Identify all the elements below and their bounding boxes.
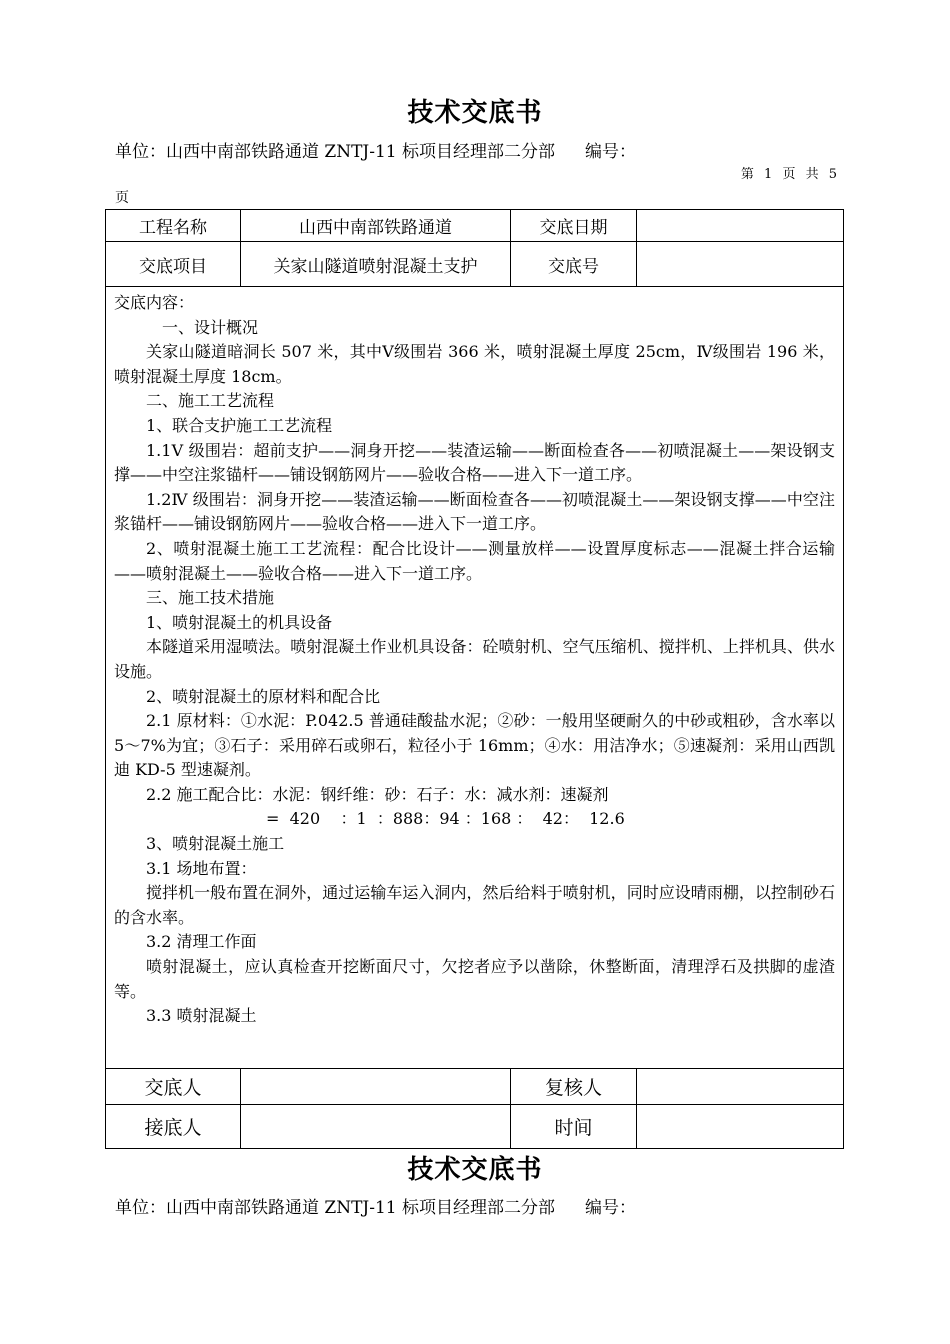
content-paragraph: 2.1 原材料：①水泥：P.042.5 普通硅酸盐水泥；②砂：一般用坚硬耐久的中砂或粗砂，含水率以 5～7%为宜；③石子：采用碎石或卵石，粒径小于 16mm；④水：用洁净水；⑤速凝剂：采用山西凯迪 KD-5 型速凝剂。 <box>114 711 835 780</box>
table-row <box>106 1105 844 1149</box>
unit-text: 单位：山西中南部铁路通道 ZNTJ-11 标项目经理部二分部 <box>115 1198 556 1218</box>
page-info: 第 1 页 共 5 <box>740 167 840 182</box>
number-label: 交底号 <box>511 242 637 287</box>
document-title-2: 技术交底书 <box>407 1155 543 1185</box>
date-value <box>637 210 844 242</box>
content-paragraph: 1.2Ⅳ 级围岩：洞身开挖——装渣运输——断面检查各——初喷混凝土——架设钢支撑——中空注浆锚杆——铺设钢筋网片——验收合格——进入下一道工序。 <box>114 489 835 534</box>
table-row <box>106 210 844 242</box>
table-row <box>106 242 844 287</box>
content-label: 交底内容： <box>114 293 195 312</box>
content-paragraph: 1、联合支护施工工艺流程 <box>146 415 333 435</box>
content-paragraph: 1.1Ⅴ 级围岩：超前支护——洞身开挖——装渣运输——断面检查各——初喷混凝土——架设钢支撑——中空注浆锚杆——铺设钢筋网片——验收合格——进入下一道工序。 <box>114 440 835 485</box>
content-paragraph: 3.2 清理工作面 <box>146 932 257 952</box>
content-paragraph: 1、喷射混凝土的机具设备 <box>146 612 333 632</box>
content-paragraph: 三、施工技术措施 <box>146 588 275 608</box>
table-row <box>106 1069 844 1105</box>
content-paragraph: 2、喷射混凝土的原材料和配合比 <box>146 686 381 706</box>
content-paragraph: 二、施工工艺流程 <box>146 391 275 411</box>
reviewer-value <box>637 1069 844 1105</box>
content-paragraph: 本隧道采用湿喷法。喷射混凝土作业机具设备：砼喷射机、空气压缩机、搅拌机、上拌机具、供水设施。 <box>114 637 835 681</box>
mix-ratio-values: = 420 ：1 ：888：94 ：168 ： 42： 12.6 <box>266 809 625 829</box>
project-name-label: 工程名称 <box>106 210 241 242</box>
unit-line <box>115 137 636 162</box>
content-paragraph: 关家山隧道暗洞长 507 米，其中Ⅴ级围岩 366 米，喷射混凝土厚度 25cm，Ⅳ级围岩 196 米，喷射混凝土厚度 18cm。 <box>114 342 835 386</box>
submitter-value <box>241 1069 511 1105</box>
content-row <box>106 287 844 1069</box>
content-paragraph: 2、喷射混凝土施工工艺流程：配合比设计——测量放样——设置厚度标志——混凝土拌合运输——喷射混凝土——验收合格——进入下一道工序。 <box>114 538 835 583</box>
content-paragraph: 3、喷射混凝土施工 <box>146 834 285 854</box>
content-paragraph: 2.2 施工配合比：水泥：钢纤维：砂：石子：水：减水剂：速凝剂 <box>146 784 609 804</box>
reviewer-label: 复核人 <box>511 1069 637 1105</box>
content-paragraph: 3.3 喷射混凝土 <box>146 1006 257 1026</box>
unit-line-2 <box>115 1193 636 1218</box>
code-label: 编号： <box>585 1198 637 1218</box>
submitter-label: 交底人 <box>106 1069 241 1105</box>
page-word: 页 <box>115 190 129 206</box>
time-value <box>637 1105 844 1149</box>
content-paragraph: 3.1 场地布置： <box>146 858 257 878</box>
number-value <box>637 242 844 287</box>
time-label: 时间 <box>511 1105 637 1149</box>
content-paragraph: 一、设计概况 <box>162 317 259 337</box>
document-title: 技术交底书 <box>407 98 543 128</box>
unit-text: 单位：山西中南部铁路通道 ZNTJ-11 标项目经理部二分部 <box>115 142 556 162</box>
project-name-value: 山西中南部铁路通道 <box>241 210 511 242</box>
code-label: 编号： <box>585 142 637 162</box>
date-label: 交底日期 <box>511 210 637 242</box>
receiver-value <box>241 1105 511 1149</box>
receiver-label: 接底人 <box>106 1105 241 1149</box>
item-label: 交底项目 <box>106 242 241 287</box>
content-paragraph: 喷射混凝土，应认真检查开挖断面尺寸，欠挖者应予以凿除，休整断面，清理浮石及拱脚的虚渣等。 <box>114 957 835 1001</box>
disclosure-table <box>105 209 844 1149</box>
item-value: 关家山隧道喷射混凝土支护 <box>241 242 511 287</box>
content-paragraph: 搅拌机一般布置在洞外，通过运输车运入洞内，然后给料于喷射机，同时应设晴雨棚，以控制砂石的含水率。 <box>114 883 835 927</box>
content-cell <box>106 287 844 1069</box>
